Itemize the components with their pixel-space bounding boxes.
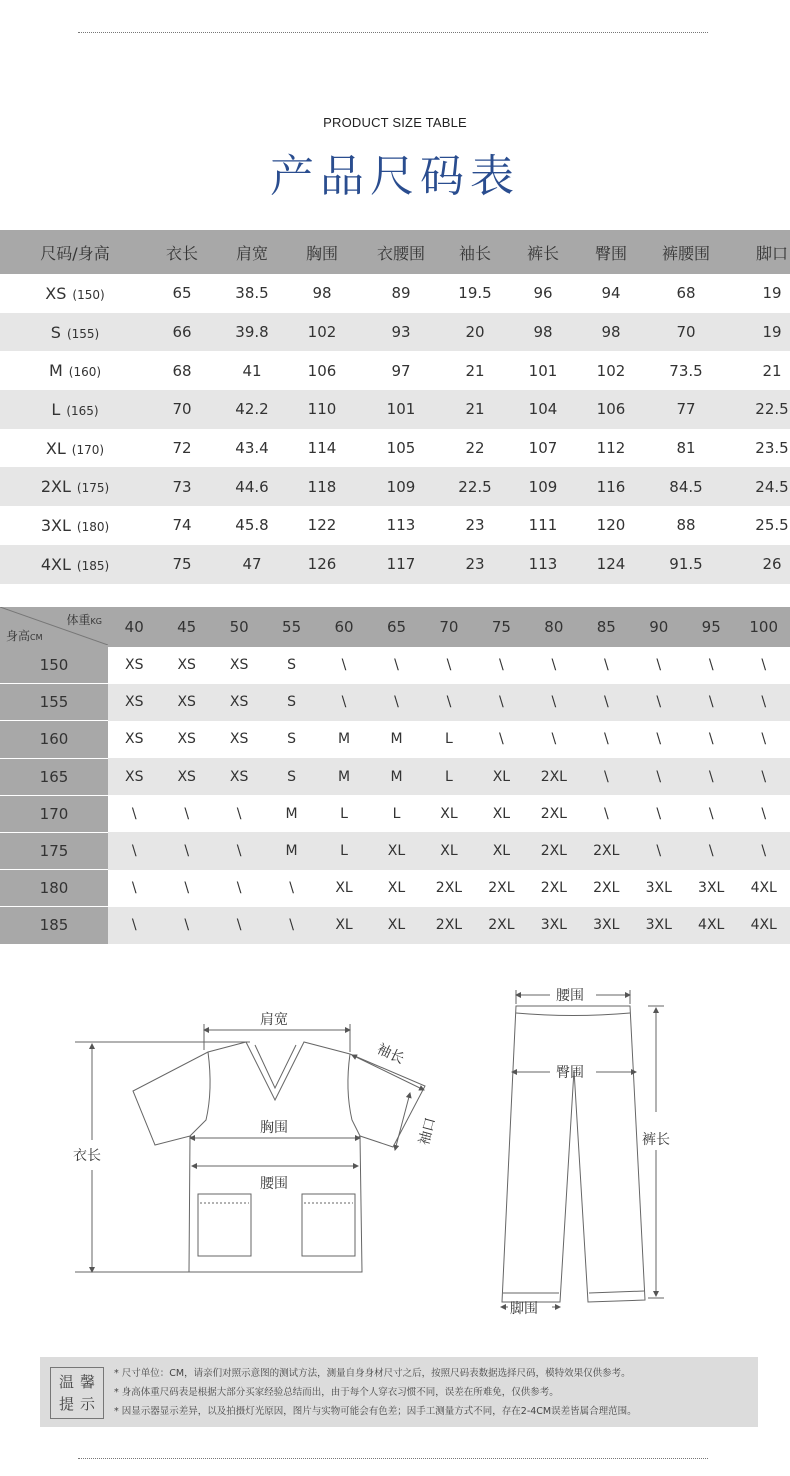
- recommended-size-cell: S: [265, 758, 317, 795]
- recommended-size-cell: XL: [370, 832, 422, 869]
- recommended-size-cell: \: [108, 907, 160, 944]
- label-pants-waist: 腰围: [556, 988, 584, 1004]
- recommended-size-cell: M: [390, 731, 403, 748]
- recommended-size-cell: \: [685, 832, 737, 869]
- corner-weight-text: 体重: [66, 613, 91, 627]
- recommended-size-cell: XS: [177, 731, 196, 748]
- measurement-cell: 126: [290, 545, 354, 584]
- measurement-cell: 22: [465, 439, 485, 458]
- measurement-cell: 118: [290, 467, 354, 506]
- size-label: S: [50, 322, 61, 342]
- size-cell: [0, 429, 150, 468]
- height-header-cell: 165: [0, 758, 108, 795]
- recommended-size-cell: XL: [387, 880, 406, 897]
- tips-lines: [114, 1364, 754, 1421]
- recommended-size-cell: \: [603, 805, 609, 822]
- size-label: L: [51, 399, 61, 419]
- height-header-cell: 155: [0, 684, 108, 721]
- recommended-size-cell: XL: [318, 907, 370, 944]
- recommended-size-cell: XS: [108, 758, 160, 795]
- label-pants-hem: 脚围: [510, 1301, 538, 1317]
- measurement-cell: 96: [533, 284, 553, 303]
- recommended-size-cell: XS: [213, 684, 265, 721]
- size-table-header-cell: 脚口: [734, 230, 790, 274]
- weight-header-cell: 60: [318, 607, 370, 647]
- recommended-size-cell: 2XL: [540, 880, 567, 897]
- measurement-cell: 98: [312, 284, 332, 303]
- height-label: (180): [76, 519, 110, 534]
- recommended-size-cell: \: [761, 805, 767, 822]
- measurement-cell: 77: [638, 390, 734, 429]
- weight-table-row: [0, 758, 790, 795]
- weight-header-cell: 40: [108, 607, 160, 647]
- corner-height-label: [6, 627, 43, 644]
- size-label: 2XL: [40, 477, 71, 497]
- weight-header-cell: 55: [265, 607, 317, 647]
- tip-line-3: * 因显示器显示差异，以及拍摄灯光原因，图片与实物可能会有色差；因手工测量方式不同，存在2-4CM误差皆属合理范围。: [114, 1406, 637, 1417]
- weight-header-cell: 100: [737, 607, 790, 647]
- tip-line-2: * 身高体重尺码表是根据大部分买家经验总结而出，由于每个人穿衣习惯不同，误差在所难免，仅供参考。: [114, 1387, 559, 1398]
- size-table-row: [0, 351, 790, 390]
- recommended-size-cell: 4XL: [750, 880, 777, 897]
- recommended-size-cell: L: [445, 731, 453, 748]
- recommended-size-cell: 3XL: [580, 907, 632, 944]
- recommended-size-cell: \: [160, 832, 212, 869]
- recommended-size-cell: \: [737, 832, 790, 869]
- height-label: (165): [66, 403, 99, 418]
- recommended-size-cell: 2XL: [488, 880, 515, 897]
- size-cell: [0, 467, 150, 506]
- recommended-size-cell: \: [656, 657, 662, 674]
- recommended-size-cell: \: [737, 758, 790, 795]
- height-label: (150): [72, 287, 105, 302]
- weight-header-cell: 85: [580, 607, 632, 647]
- size-table-header-cell: 臀围: [584, 230, 638, 274]
- measurement-cell: 44.6: [214, 467, 290, 506]
- measurement-cell: 38.5: [235, 284, 269, 303]
- recommended-size-cell: XL: [475, 832, 527, 869]
- recommended-size-cell: XL: [335, 880, 353, 897]
- recommended-size-cell: \: [685, 684, 737, 721]
- measurement-cell: 41: [242, 361, 262, 380]
- weight-table-row: [0, 832, 790, 869]
- measurement-cell: 106: [307, 361, 337, 380]
- recommended-size-cell: \: [265, 907, 317, 944]
- label-cuff: 袖口: [416, 1115, 440, 1148]
- recommended-size-cell: 4XL: [685, 907, 737, 944]
- weight-header-cell: 75: [475, 607, 527, 647]
- tip-line-1: * 尺寸单位：CM，请亲们对照示意图的测试方法，测量自身身材尺寸之后，按照尺码表数据选择尺码，模特效果仅供参考。: [114, 1368, 631, 1379]
- measurement-cell: 114: [307, 439, 337, 458]
- recommended-size-cell: \: [499, 657, 504, 674]
- size-label: XL: [45, 438, 66, 458]
- size-cell: [0, 390, 150, 429]
- weight-table-row: [0, 721, 790, 758]
- measurement-cell: 23: [465, 516, 485, 535]
- recommended-size-cell: \: [475, 684, 527, 721]
- size-table-row: [0, 467, 790, 506]
- height-label: (155): [66, 326, 100, 341]
- measurement-cell: 26: [734, 545, 790, 584]
- recommended-size-cell: \: [551, 657, 557, 674]
- recommended-size-cell: L: [318, 832, 370, 869]
- measurement-cell: 104: [502, 390, 584, 429]
- recommended-size-cell: M: [337, 731, 351, 748]
- tips-badge-line-1: 温馨: [58, 1373, 101, 1391]
- recommended-size-cell: XS: [108, 684, 160, 721]
- recommended-size-cell: \: [528, 684, 580, 721]
- size-table-row: [0, 313, 790, 352]
- recommended-size-cell: L: [423, 758, 475, 795]
- size-table-row: [0, 506, 790, 545]
- recommended-size-cell: \: [580, 758, 632, 795]
- size-table-header-cell: 袖长: [448, 230, 502, 274]
- label-pants-length: 裤长: [642, 1132, 670, 1148]
- measurement-cell: 19.5: [458, 284, 492, 303]
- size-table-header-cell: 衣长: [150, 230, 214, 274]
- measurement-cell: 120: [596, 516, 626, 535]
- recommended-size-cell: \: [108, 832, 160, 869]
- label-length: 衣长: [73, 1148, 101, 1164]
- recommended-size-cell: M: [318, 758, 370, 795]
- corner-weight-unit: KG: [90, 617, 102, 626]
- measurement-cell: 117: [354, 545, 448, 584]
- recommended-size-cell: M: [265, 832, 317, 869]
- recommended-size-cell: XL: [423, 832, 475, 869]
- recommended-size-cell: \: [370, 684, 422, 721]
- recommended-size-cell: \: [633, 684, 685, 721]
- measurement-cell: 122: [307, 516, 337, 535]
- measurement-cell: 25.5: [755, 516, 789, 535]
- corner-weight-label: [67, 611, 102, 628]
- measurement-cell: 68: [676, 284, 696, 303]
- height-label: (175): [76, 481, 110, 496]
- height-label: (170): [71, 442, 105, 457]
- measurement-cell: 20: [448, 313, 502, 352]
- recommended-size-cell: S: [287, 657, 297, 674]
- measurement-cell: 68: [172, 361, 192, 380]
- recommended-size-cell: XS: [160, 758, 212, 795]
- recommended-size-cell: 2XL: [528, 832, 580, 869]
- recommended-size-cell: \: [213, 832, 265, 869]
- corner-height-text: 身高: [6, 629, 31, 643]
- measurement-cell: 21: [465, 361, 485, 380]
- measurement-cell: 110: [290, 390, 354, 429]
- recommended-size-cell: \: [761, 657, 767, 674]
- recommended-size-cell: \: [289, 880, 294, 897]
- pants-measure-lines: [501, 990, 664, 1307]
- height-header-cell: 150: [0, 647, 108, 684]
- measurement-cell: 75: [150, 545, 214, 584]
- recommended-size-cell: \: [184, 880, 190, 897]
- recommended-size-cell: \: [656, 805, 662, 822]
- recommended-size-cell: XS: [160, 684, 212, 721]
- recommended-size-cell: 2XL: [540, 805, 567, 822]
- measurement-cell: 112: [596, 439, 626, 458]
- recommended-size-cell: \: [603, 731, 609, 748]
- measurement-cell: 124: [584, 545, 638, 584]
- recommended-size-cell: 4XL: [737, 907, 790, 944]
- recommended-size-cell: 3XL: [645, 880, 672, 897]
- recommended-size-cell: 2XL: [580, 832, 632, 869]
- height-header-cell: 160: [0, 721, 108, 758]
- recommended-size-cell: \: [499, 731, 504, 748]
- height-header-cell: 180: [0, 870, 108, 907]
- measurement-cell: 70: [638, 313, 734, 352]
- measurement-cell: 107: [528, 439, 558, 458]
- size-cell: [0, 351, 150, 390]
- measurement-cell: 105: [386, 439, 416, 458]
- size-label: XS: [45, 283, 67, 303]
- measurement-cell: 102: [290, 313, 354, 352]
- recommended-size-cell: XS: [229, 657, 249, 674]
- recommended-size-cell: 2XL: [593, 880, 620, 897]
- measurement-cell: 19: [734, 313, 790, 352]
- measurement-cell: 22.5: [448, 467, 502, 506]
- recommended-size-cell: L: [340, 805, 348, 822]
- size-label: 3XL: [40, 515, 71, 535]
- recommended-size-cell: 2XL: [528, 758, 580, 795]
- recommended-size-cell: M: [285, 805, 298, 822]
- recommended-size-cell: \: [236, 880, 242, 897]
- label-shoulder: 肩宽: [260, 1012, 288, 1028]
- weight-header-cell: 65: [370, 607, 422, 647]
- table-corner-cell: [0, 607, 108, 647]
- size-measurement-table: [0, 230, 790, 584]
- label-chest: 胸围: [260, 1120, 288, 1136]
- recommended-size-cell: \: [633, 758, 685, 795]
- weight-table-row: [0, 870, 790, 907]
- measurement-cell: 102: [596, 361, 626, 380]
- tips-badge-line-2: 提示: [58, 1395, 101, 1413]
- size-table-body: [0, 274, 790, 584]
- size-table-header-cell: 裤长: [502, 230, 584, 274]
- recommended-size-cell: \: [761, 731, 767, 748]
- recommended-size-cell: \: [633, 832, 685, 869]
- size-table-row: [0, 545, 790, 584]
- weight-table-row: [0, 795, 790, 832]
- measurement-cell: 43.4: [235, 439, 269, 458]
- recommended-size-cell: 2XL: [475, 907, 527, 944]
- size-cell: [0, 545, 150, 584]
- size-cell: [0, 506, 150, 545]
- measurement-cell: 101: [354, 390, 448, 429]
- measurement-cell: 113: [502, 545, 584, 584]
- recommended-size-cell: XL: [370, 907, 422, 944]
- measurement-cell: 109: [354, 467, 448, 506]
- measurement-cell: 93: [354, 313, 448, 352]
- recommended-size-cell: 2XL: [423, 907, 475, 944]
- recommended-size-cell: XS: [213, 758, 265, 795]
- size-table-header-cell: 裤腰围: [638, 230, 734, 274]
- measurement-cell: 74: [172, 516, 192, 535]
- recommended-size-cell: M: [370, 758, 422, 795]
- recommended-size-cell: 3XL: [698, 880, 725, 897]
- measurement-cell: 84.5: [638, 467, 734, 506]
- scrub-top-outline: [133, 1042, 425, 1272]
- measurement-cell: 70: [150, 390, 214, 429]
- size-table-row: [0, 429, 790, 468]
- top-dotted-divider: [78, 32, 708, 33]
- recommended-size-cell: \: [341, 657, 347, 674]
- size-table-header-cell: 胸围: [290, 230, 354, 274]
- height-header-cell: 185: [0, 907, 108, 944]
- recommended-size-cell: S: [265, 684, 317, 721]
- measurement-diagram: [0, 960, 790, 1330]
- weight-table-body: [0, 647, 790, 944]
- size-cell: [0, 313, 150, 352]
- weight-table-row: [0, 907, 790, 944]
- measurement-cell: 47: [214, 545, 290, 584]
- recommended-size-cell: XS: [229, 731, 249, 748]
- label-sleeve: 袖长: [374, 1041, 407, 1068]
- measurement-cell: 73.5: [669, 361, 703, 380]
- measurement-cell: 72: [172, 439, 192, 458]
- size-table-header-cell: 肩宽: [214, 230, 290, 274]
- height-header-cell: 175: [0, 832, 108, 869]
- recommended-size-cell: \: [580, 684, 632, 721]
- recommended-size-cell: XL: [492, 805, 511, 822]
- recommended-size-cell: \: [213, 907, 265, 944]
- recommended-size-cell: 3XL: [528, 907, 580, 944]
- measurement-cell: 97: [391, 361, 411, 380]
- recommended-size-cell: \: [236, 805, 242, 822]
- recommended-size-cell: XS: [124, 657, 144, 674]
- measurement-cell: 98: [584, 313, 638, 352]
- weight-header-cell: 70: [423, 607, 475, 647]
- measurement-cell: 89: [391, 284, 411, 303]
- measurement-cell: 113: [386, 516, 416, 535]
- weight-table-header-row: [0, 607, 790, 647]
- height-header-cell: 170: [0, 795, 108, 832]
- measurement-cell: 22.5: [734, 390, 790, 429]
- recommended-size-cell: XS: [124, 731, 144, 748]
- english-title: PRODUCT SIZE TABLE: [323, 115, 467, 130]
- recommended-size-cell: \: [131, 880, 137, 897]
- bottom-dotted-divider: [78, 1458, 708, 1459]
- recommended-size-cell: \: [708, 731, 714, 748]
- corner-height-unit: CM: [30, 633, 43, 642]
- size-table-header-cell: 尺码/身高: [0, 230, 150, 274]
- size-table-header-cell: 衣腰围: [354, 230, 448, 274]
- recommended-size-cell: \: [423, 684, 475, 721]
- top-measure-lines: [75, 1024, 424, 1272]
- measurement-cell: 21: [448, 390, 502, 429]
- measurement-cell: 42.2: [214, 390, 290, 429]
- measurement-cell: 111: [528, 516, 558, 535]
- recommended-size-cell: \: [446, 657, 452, 674]
- size-label: M: [48, 361, 63, 381]
- recommended-size-cell: \: [685, 758, 737, 795]
- measurement-cell: 81: [676, 439, 696, 458]
- weight-height-size-table: [0, 607, 790, 945]
- recommended-size-cell: XL: [475, 758, 527, 795]
- measurement-cell: 39.8: [214, 313, 290, 352]
- height-label: (160): [68, 365, 102, 380]
- measurement-cell: 23: [448, 545, 502, 584]
- recommended-size-cell: \: [737, 684, 790, 721]
- tips-panel: [40, 1357, 758, 1427]
- recommended-size-cell: \: [708, 657, 714, 674]
- size-label: 4XL: [40, 554, 71, 574]
- recommended-size-cell: \: [656, 731, 662, 748]
- size-cell: [0, 274, 150, 313]
- label-pants-hip: 臀围: [556, 1065, 584, 1081]
- recommended-size-cell: 3XL: [633, 907, 685, 944]
- pants-outline: [502, 1006, 645, 1302]
- recommended-size-cell: \: [318, 684, 370, 721]
- measurement-cell: 98: [502, 313, 584, 352]
- recommended-size-cell: \: [160, 907, 212, 944]
- measurement-cell: 88: [676, 516, 696, 535]
- measurement-cell: 23.5: [755, 439, 789, 458]
- tips-badge: [50, 1367, 104, 1419]
- height-label: (185): [76, 558, 110, 573]
- weight-header-cell: 90: [633, 607, 685, 647]
- measurement-cell: 21: [762, 361, 782, 380]
- measurement-cell: 94: [601, 284, 621, 303]
- measurement-cell: 45.8: [235, 516, 269, 535]
- measurement-cell: 116: [584, 467, 638, 506]
- weight-header-cell: 80: [528, 607, 580, 647]
- weight-table-row: [0, 647, 790, 684]
- recommended-size-cell: \: [394, 657, 399, 674]
- measurement-cell: 19: [762, 284, 782, 303]
- weight-header-cell: 95: [685, 607, 737, 647]
- size-table-header-row: [0, 230, 790, 274]
- recommended-size-cell: \: [551, 731, 557, 748]
- weight-table-row: [0, 684, 790, 721]
- recommended-size-cell: \: [708, 805, 714, 822]
- weight-header-cell: 50: [213, 607, 265, 647]
- measurement-cell: 101: [528, 361, 558, 380]
- measurement-cell: 106: [584, 390, 638, 429]
- measurement-cell: 109: [502, 467, 584, 506]
- measurement-cell: 91.5: [638, 545, 734, 584]
- measurement-cell: 24.5: [734, 467, 790, 506]
- measurement-cell: 66: [150, 313, 214, 352]
- recommended-size-cell: L: [392, 805, 401, 822]
- measurement-cell: 73: [150, 467, 214, 506]
- recommended-size-cell: 2XL: [435, 880, 463, 897]
- size-table-row: [0, 390, 790, 429]
- recommended-size-cell: XS: [177, 657, 196, 674]
- weight-header-cell: 45: [160, 607, 212, 647]
- label-waist: 腰围: [260, 1176, 288, 1192]
- measurement-cell: 65: [172, 284, 192, 303]
- recommended-size-cell: \: [603, 657, 609, 674]
- recommended-size-cell: S: [287, 731, 297, 748]
- recommended-size-cell: XL: [440, 805, 458, 822]
- size-table-row: [0, 274, 790, 313]
- page-title: 产品尺码表: [270, 151, 520, 202]
- recommended-size-cell: \: [184, 805, 190, 822]
- recommended-size-cell: \: [131, 805, 137, 822]
